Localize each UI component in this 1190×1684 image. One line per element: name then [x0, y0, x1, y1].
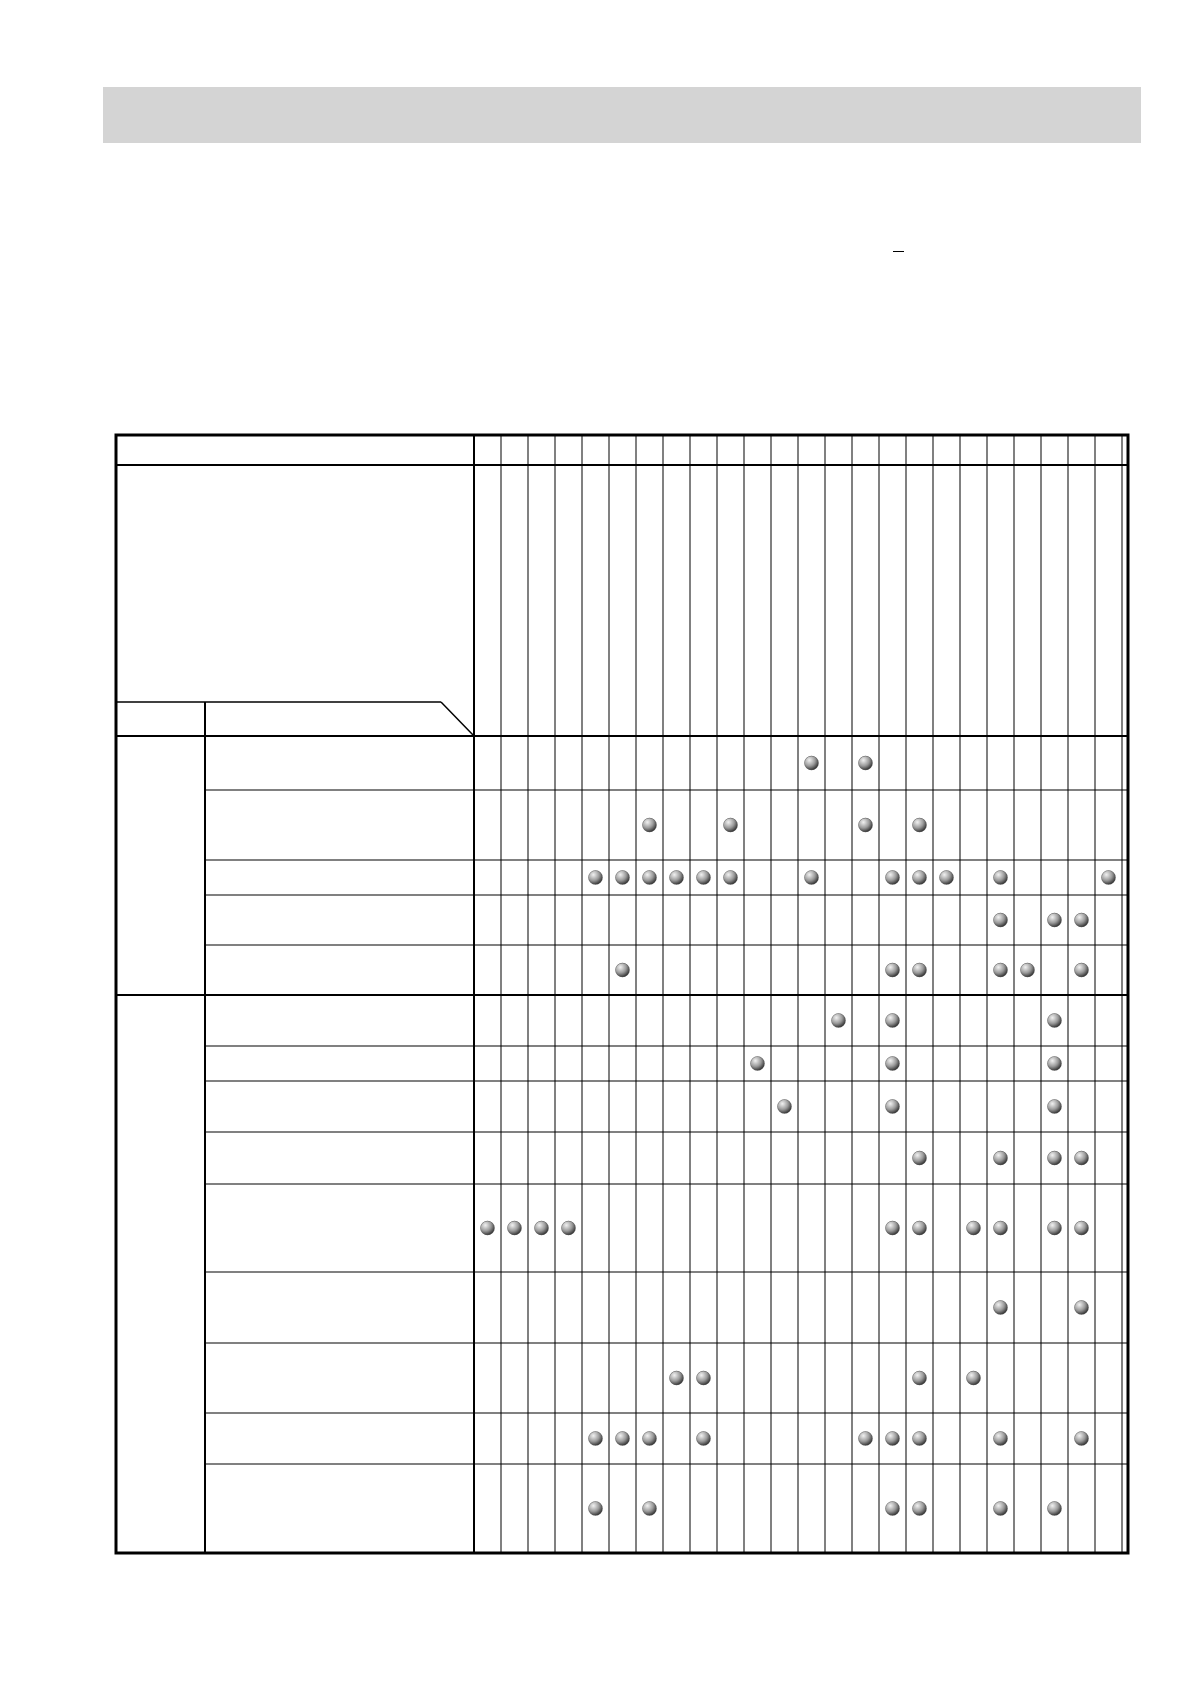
matrix-dot — [535, 1221, 549, 1235]
matrix-dot — [913, 1502, 927, 1516]
matrix-dot — [886, 1057, 900, 1071]
matrix-dot — [670, 1371, 684, 1385]
matrix-dot — [994, 913, 1008, 927]
matrix-dot — [616, 1432, 630, 1446]
matrix-dot — [697, 1432, 711, 1446]
matrix-dot — [886, 1100, 900, 1114]
matrix-dot — [1048, 1502, 1062, 1516]
matrix-dot — [778, 1100, 792, 1114]
matrix-dot — [913, 1151, 927, 1165]
header-diagonal — [441, 702, 474, 736]
matrix-dot — [886, 1432, 900, 1446]
matrix-dot — [1048, 1014, 1062, 1028]
matrix-dot — [616, 871, 630, 885]
matrix-dot — [967, 1221, 981, 1235]
matrix-dot — [1021, 963, 1035, 977]
matrix-dot — [1048, 1100, 1062, 1114]
matrix-dot — [1075, 913, 1089, 927]
matrix-dot — [724, 818, 738, 832]
matrix-dot — [1075, 1221, 1089, 1235]
matrix-dot — [697, 1371, 711, 1385]
matrix-dot — [1075, 1432, 1089, 1446]
matrix-dot — [994, 1432, 1008, 1446]
matrix-dot — [886, 1014, 900, 1028]
matrix-dot — [751, 1057, 765, 1071]
matrix-dot — [1048, 913, 1062, 927]
matrix-dot — [805, 871, 819, 885]
matrix-dot — [913, 818, 927, 832]
matrix-dot — [1075, 1301, 1089, 1315]
matrix-dot — [643, 1502, 657, 1516]
matrix-dot — [562, 1221, 576, 1235]
matrix-dot — [805, 756, 819, 770]
matrix-dot — [859, 756, 873, 770]
matrix-dot — [913, 1432, 927, 1446]
matrix-dot — [643, 871, 657, 885]
matrix-dot — [589, 1502, 603, 1516]
matrix-dot — [994, 1221, 1008, 1235]
matrix-dot — [913, 871, 927, 885]
matrix-dot — [589, 1432, 603, 1446]
matrix-dot — [913, 1221, 927, 1235]
matrix-dot — [1048, 1221, 1062, 1235]
matrix-dot — [697, 871, 711, 885]
matrix-dot — [1075, 963, 1089, 977]
matrix-dot — [724, 871, 738, 885]
matrix-dot — [832, 1014, 846, 1028]
matrix-dot — [886, 963, 900, 977]
matrix-dot — [1102, 871, 1116, 885]
matrix-dot — [670, 871, 684, 885]
matrix-dot — [1048, 1151, 1062, 1165]
matrix-dot — [940, 871, 954, 885]
matrix-dot — [616, 963, 630, 977]
matrix-dot — [994, 1151, 1008, 1165]
matrix-dot — [589, 871, 603, 885]
matrix-dot — [481, 1221, 495, 1235]
matrix-dot — [886, 1221, 900, 1235]
matrix-dot — [859, 818, 873, 832]
matrix-dot — [913, 963, 927, 977]
matrix-dot — [994, 1502, 1008, 1516]
matrix-dot — [643, 818, 657, 832]
matrix-dot — [886, 871, 900, 885]
matrix-dot — [994, 871, 1008, 885]
matrix-dot — [913, 1371, 927, 1385]
matrix-dot — [508, 1221, 522, 1235]
matrix-dot — [994, 1301, 1008, 1315]
matrix-dot — [643, 1432, 657, 1446]
matrix-dot — [859, 1432, 873, 1446]
matrix-dot — [994, 963, 1008, 977]
matrix-dot — [967, 1371, 981, 1385]
matrix-dot — [886, 1502, 900, 1516]
matrix-dot — [1075, 1151, 1089, 1165]
matrix-dot — [1048, 1057, 1062, 1071]
